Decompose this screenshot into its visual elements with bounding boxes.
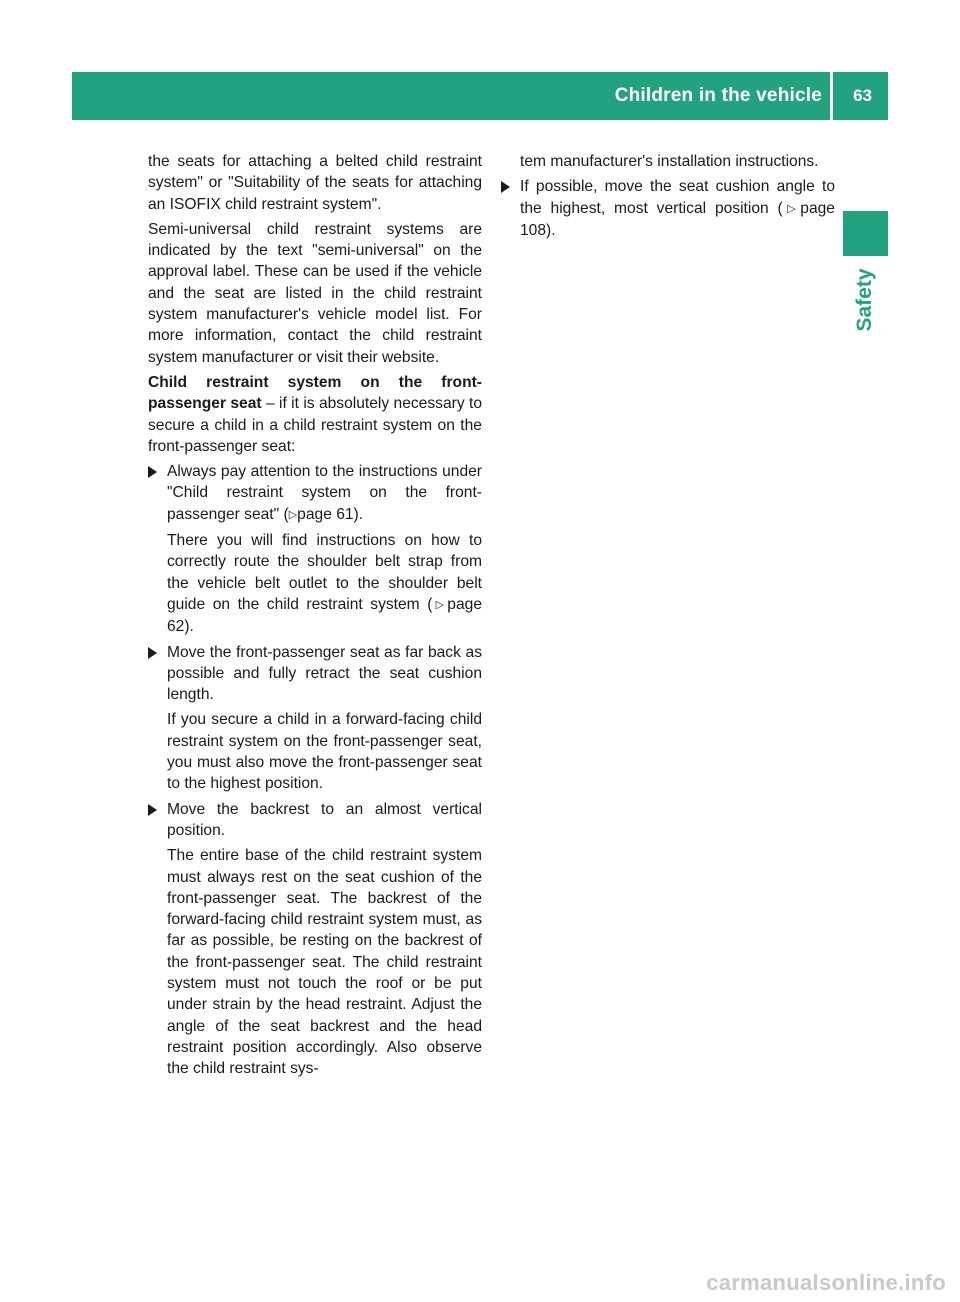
instruction-text: If possible, move the seat cushion angle to the highest, most vertical position (▷page 108). bbox=[520, 178, 835, 239]
side-tab-label: Safety bbox=[853, 268, 876, 332]
instruction-item bbox=[148, 799, 482, 1080]
instruction-arrow-icon bbox=[148, 804, 157, 816]
instruction-item bbox=[148, 461, 482, 637]
instruction-arrow-icon bbox=[148, 647, 157, 659]
page-header bbox=[72, 72, 888, 120]
paragraph bbox=[148, 372, 482, 457]
page-ref-icon: ▷ bbox=[782, 202, 801, 215]
instruction-detail: There you will find instructions on how to correctly route the shoulder belt strap from the vehicle belt outlet to the shoulder belt guide on the child restraint system (▷page 62). bbox=[167, 532, 482, 636]
instruction-text: Move the front-passenger seat as far back as possible and fully retract the seat cushion length. bbox=[167, 643, 482, 704]
page-number: 63 bbox=[853, 86, 872, 105]
right-column bbox=[501, 151, 835, 245]
instruction-arrow-icon bbox=[148, 466, 157, 478]
paragraph-text: – if it is absolutely necessary to secure a child in a child restraint system on the front-passenger seat: bbox=[148, 395, 482, 455]
left-column bbox=[148, 151, 482, 1083]
instruction-item bbox=[148, 642, 482, 795]
paragraph: Semi-universal child restraint systems are indicated by the text "semi-universal" on the approval label. These can be used if the vehicle and the seat are listed in the child restraint system manufacturer's vehicle model list. For more information, contact the child restraint system manufacturer or visit their website. bbox=[148, 220, 482, 366]
page-reference-link[interactable]: page 61 bbox=[297, 505, 354, 523]
instruction-detail: The entire base of the child restraint system must always rest on the seat cushion of the front-passenger seat. The backrest of the forward-facing child restraint system must, as far as possible, be resting on the backrest of the front-passenger seat. The child restraint system must not touch the roof or be put under strain by the head restraint. Adjust the angle of the seat backrest and the head restraint position accordingly. Also observe the child restraint sys- bbox=[167, 847, 482, 1078]
header-divider bbox=[830, 72, 833, 120]
page-ref-icon: ▷ bbox=[432, 598, 448, 611]
section-title: Children in the vehicle bbox=[614, 85, 822, 106]
instruction-detail: If you secure a child in a forward-facing child restraint system on the front-passenger seat, you must also move the front-passenger seat to the highest position. bbox=[167, 711, 482, 793]
side-tab-marker bbox=[843, 211, 888, 256]
subheading: Child restraint system on the front-passenger seat bbox=[148, 373, 482, 413]
page-ref-icon: ▷ bbox=[288, 508, 298, 521]
instruction-item bbox=[501, 176, 835, 241]
instruction-arrow-icon bbox=[501, 181, 510, 193]
instruction-detail: tem manufacturer's installation instructions. bbox=[520, 153, 819, 170]
page-reference-link[interactable]: page 108 bbox=[520, 199, 835, 239]
instruction-text: Move the backrest to an almost vertical position. bbox=[167, 800, 482, 839]
instruction-continuation bbox=[501, 151, 835, 172]
paragraph: the seats for attaching a belted child restraint system" or "Suitability of the seats for attaching an ISOFIX child restraint system". bbox=[148, 153, 482, 213]
instruction-text: Always pay attention to the instructions under "Child restraint system on the front-passenger seat" (▷page 61). bbox=[167, 463, 482, 523]
watermark: carmanualsonline.info bbox=[706, 1270, 946, 1295]
page-reference-link[interactable]: page 62 bbox=[167, 595, 482, 636]
